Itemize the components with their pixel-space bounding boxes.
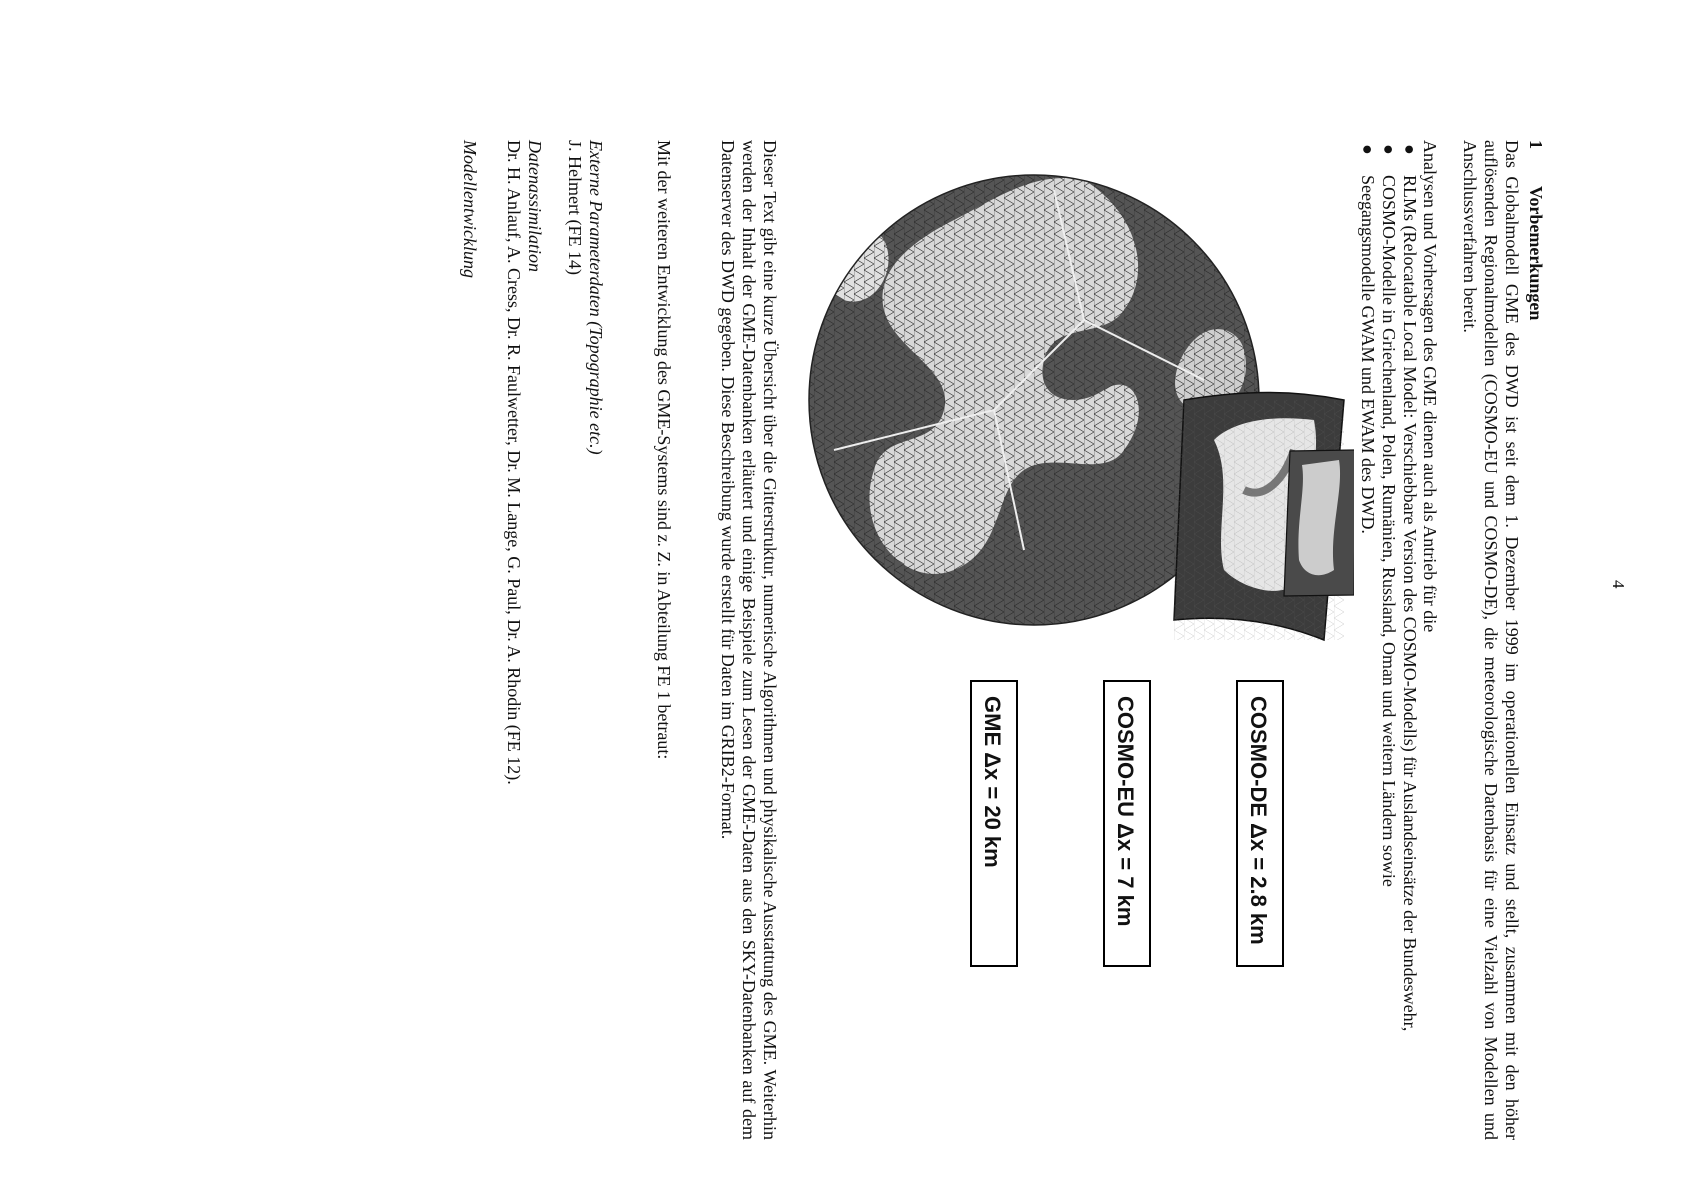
cosmo-eu-label: COSMO-EU Δx = 7 km bbox=[1103, 680, 1151, 967]
list-item bbox=[1399, 140, 1420, 1140]
contact-label-assimilation: Datenassimilation bbox=[525, 140, 545, 273]
cosmo-de-domain bbox=[1284, 450, 1354, 596]
cosmo-de-label: COSMO-DE Δx = 2.8 km bbox=[1236, 680, 1284, 967]
bullet-list bbox=[1357, 140, 1420, 1140]
list-item bbox=[1378, 140, 1399, 1140]
list-item-text: COSMO-Modelle in Griechenland, Polen, Rumänien, Russland, Oman und weitern Ländern sowie bbox=[1379, 175, 1399, 887]
page-number: 4 bbox=[1609, 580, 1628, 589]
globe-figure bbox=[794, 150, 1354, 670]
contact-names-external: J. Helmert (FE 14) bbox=[565, 140, 585, 275]
contact-label-external: Externe Parameterdaten (Topographie etc.) bbox=[586, 140, 606, 455]
body-paragraph: Dieser Text gibt eine kurze Übersicht über die Gitterstruktur, numerische Algorithmen und physikalische Ausstattung des GME. Weiterhin werden der Inhalt der GME-Datenbanken erläutert und einige Beispiele zum Lesen der GME-Daten aus den SKY-Datenbanken auf dem Datenserver des DWD gegeben. Diese Beschreibung wurde erstellt für Daten im GRIB2-Format. bbox=[718, 140, 780, 1140]
lead-sentence: Analysen und Vorhersagen des GME dienen auch als Antrieb für die bbox=[1420, 140, 1440, 633]
list-item-text: RLMs (Relocatable Local Model: Verschiebbare Version des COSMO-Modells) für Auslandseinsätze der Bundeswehr, bbox=[1400, 175, 1420, 1032]
bullet-icon: ● bbox=[1400, 144, 1420, 155]
bullet-icon: ● bbox=[1358, 144, 1378, 155]
contact-names-assimilation: Dr. H. Anlauf, A. Cress, Dr. R. Faulwetter, Dr. M. Lange, G. Paul, Dr. A. Rhodin (FE 12). bbox=[504, 140, 524, 785]
list-item-text: Seegangsmodelle GWAM und EWAM des DWD. bbox=[1358, 175, 1378, 534]
section-heading bbox=[1525, 140, 1546, 320]
list-item bbox=[1357, 140, 1378, 1140]
gme-label: GME Δx = 20 km bbox=[970, 680, 1018, 967]
intro-paragraph: Das Globalmodell GME des DWD ist seit dem 1. Dezember 1999 im operationellen Einsatz und stellt, zusammen mit den höher auflösenden Regionalmodellen (COSMO-EU und COSMO-DE), die meteorologische Datenbasis für eine Vielzahl von Modellen und Anschlussverfahren bereit. bbox=[1460, 140, 1522, 1140]
development-sentence: Mit der weiteren Entwicklung des GME-Systems sind z. Z. in Abteilung FE 1 betraut: bbox=[654, 140, 674, 760]
section-title: Vorbemerkungen bbox=[1526, 186, 1546, 321]
section-number: 1 bbox=[1526, 140, 1546, 149]
contact-label-model-development: Modellentwicklung bbox=[460, 140, 480, 278]
bullet-icon: ● bbox=[1379, 144, 1399, 155]
